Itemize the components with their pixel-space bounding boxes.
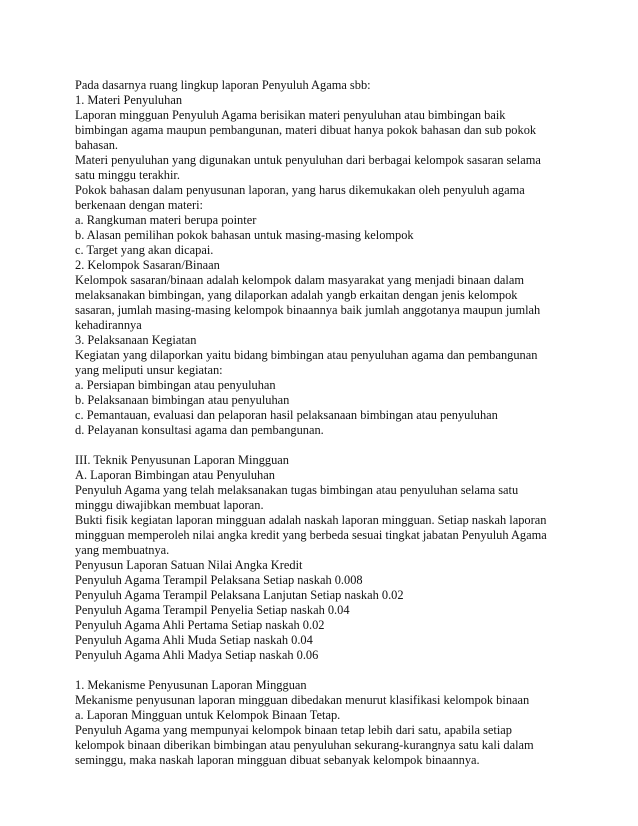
text-line: Penyuluh Agama yang mempunyai kelompok binaan tetap lebih dari satu, apabila setiap bbox=[75, 723, 512, 737]
text-line: melaksanakan bimbingan, yang dilaporkan adalah yangb erkaitan dengan jenis kelompok bbox=[75, 288, 518, 302]
text-line: seminggu, maka naskah laporan mingguan dibuat sebanyak kelompok binaannya. bbox=[75, 753, 480, 767]
text-line: c. Pemantauan, evaluasi dan pelaporan hasil pelaksanaan bimbingan atau penyuluhan bbox=[75, 408, 498, 422]
text-line: Bukti fisik kegiatan laporan mingguan adalah naskah laporan mingguan. Setiap naskah laporan bbox=[75, 513, 547, 527]
text-line: c. Target yang akan dicapai. bbox=[75, 243, 214, 257]
text-line: Kegiatan yang dilaporkan yaitu bidang bimbingan atau penyuluhan agama dan pembangunan bbox=[75, 348, 538, 362]
text-line: 1. Materi Penyuluhan bbox=[75, 93, 183, 107]
text-line: Penyuluh Agama yang telah melaksanakan tugas bimbingan atau penyuluhan selama satu bbox=[75, 483, 519, 497]
text-line: III. Teknik Penyusunan Laporan Mingguan bbox=[75, 453, 289, 467]
text-line: Materi penyuluhan yang digunakan untuk penyuluhan dari berbagai kelompok sasaran selama bbox=[75, 153, 541, 167]
text-line: Pokok bahasan dalam penyusunan laporan, yang harus dikemukakan oleh penyuluh agama bbox=[75, 183, 525, 197]
text-line: Laporan mingguan Penyuluh Agama berisikan materi penyuluhan atau bimbingan baik bbox=[75, 108, 506, 122]
text-line: a. Laporan Mingguan untuk Kelompok Binaan Tetap. bbox=[75, 708, 341, 722]
paragraph-gap bbox=[75, 663, 565, 678]
text-line: Penyuluh Agama Ahli Pertama Setiap naskah 0.02 bbox=[75, 618, 325, 632]
text-line: satu minggu terakhir. bbox=[75, 168, 180, 182]
text-line: 2. Kelompok Sasaran/Binaan bbox=[75, 258, 220, 272]
text-line: Penyuluh Agama Ahli Muda Setiap naskah 0.04 bbox=[75, 633, 313, 647]
document-page bbox=[75, 78, 565, 768]
text-line: b. Alasan pemilihan pokok bahasan untuk masing-masing kelompok bbox=[75, 228, 414, 242]
text-line: a. Persiapan bimbingan atau penyuluhan bbox=[75, 378, 276, 392]
text-line: yang membuatnya. bbox=[75, 543, 170, 557]
section-mekanisme bbox=[75, 678, 565, 768]
text-line: minggu diwajibkan membuat laporan. bbox=[75, 498, 264, 512]
text-line: a. Rangkuman materi berupa pointer bbox=[75, 213, 257, 227]
text-line: Mekanisme penyusunan laporan mingguan dibedakan menurut klasifikasi kelompok binaan bbox=[75, 693, 530, 707]
text-line: Penyusun Laporan Satuan Nilai Angka Kredit bbox=[75, 558, 303, 572]
section-teknik-penyusunan bbox=[75, 453, 565, 663]
text-line: mingguan memperoleh nilai angka kredit yang berbeda sesuai tingkat jabatan Penyuluh Agama bbox=[75, 528, 547, 542]
text-line: 1. Mekanisme Penyusunan Laporan Mingguan bbox=[75, 678, 307, 692]
text-line: kehadirannya bbox=[75, 318, 142, 332]
text-line: bahasan. bbox=[75, 138, 119, 152]
text-line: kelompok binaan diberikan bimbingan atau penyuluhan sekurang-kurangnya satu kali dalam bbox=[75, 738, 534, 752]
text-line: Pada dasarnya ruang lingkup laporan Penyuluh Agama sbb: bbox=[75, 78, 371, 92]
text-line: Penyuluh Agama Ahli Madya Setiap naskah 0.06 bbox=[75, 648, 319, 662]
paragraph-gap bbox=[75, 438, 565, 453]
text-line: sasaran, jumlah masing-masing kelompok binaannya baik jumlah anggotanya maupun jumlah bbox=[75, 303, 541, 317]
section-ruang-lingkup bbox=[75, 78, 565, 438]
text-line: Penyuluh Agama Terampil Pelaksana Setiap naskah 0.008 bbox=[75, 573, 363, 587]
text-line: 3. Pelaksanaan Kegiatan bbox=[75, 333, 197, 347]
text-line: d. Pelayanan konsultasi agama dan pembangunan. bbox=[75, 423, 324, 437]
text-line: yang meliputi unsur kegiatan: bbox=[75, 363, 223, 377]
text-line: b. Pelaksanaan bimbingan atau penyuluhan bbox=[75, 393, 290, 407]
text-line: Kelompok sasaran/binaan adalah kelompok dalam masyarakat yang menjadi binaan dalam bbox=[75, 273, 525, 287]
text-line: A. Laporan Bimbingan atau Penyuluhan bbox=[75, 468, 275, 482]
text-line: Penyuluh Agama Terampil Penyelia Setiap naskah 0.04 bbox=[75, 603, 350, 617]
text-line: berkenaan dengan materi: bbox=[75, 198, 203, 212]
text-line: Penyuluh Agama Terampil Pelaksana Lanjutan Setiap naskah 0.02 bbox=[75, 588, 404, 602]
text-line: bimbingan agama maupun pembangunan, materi dibuat hanya pokok bahasan dan sub pokok bbox=[75, 123, 537, 137]
